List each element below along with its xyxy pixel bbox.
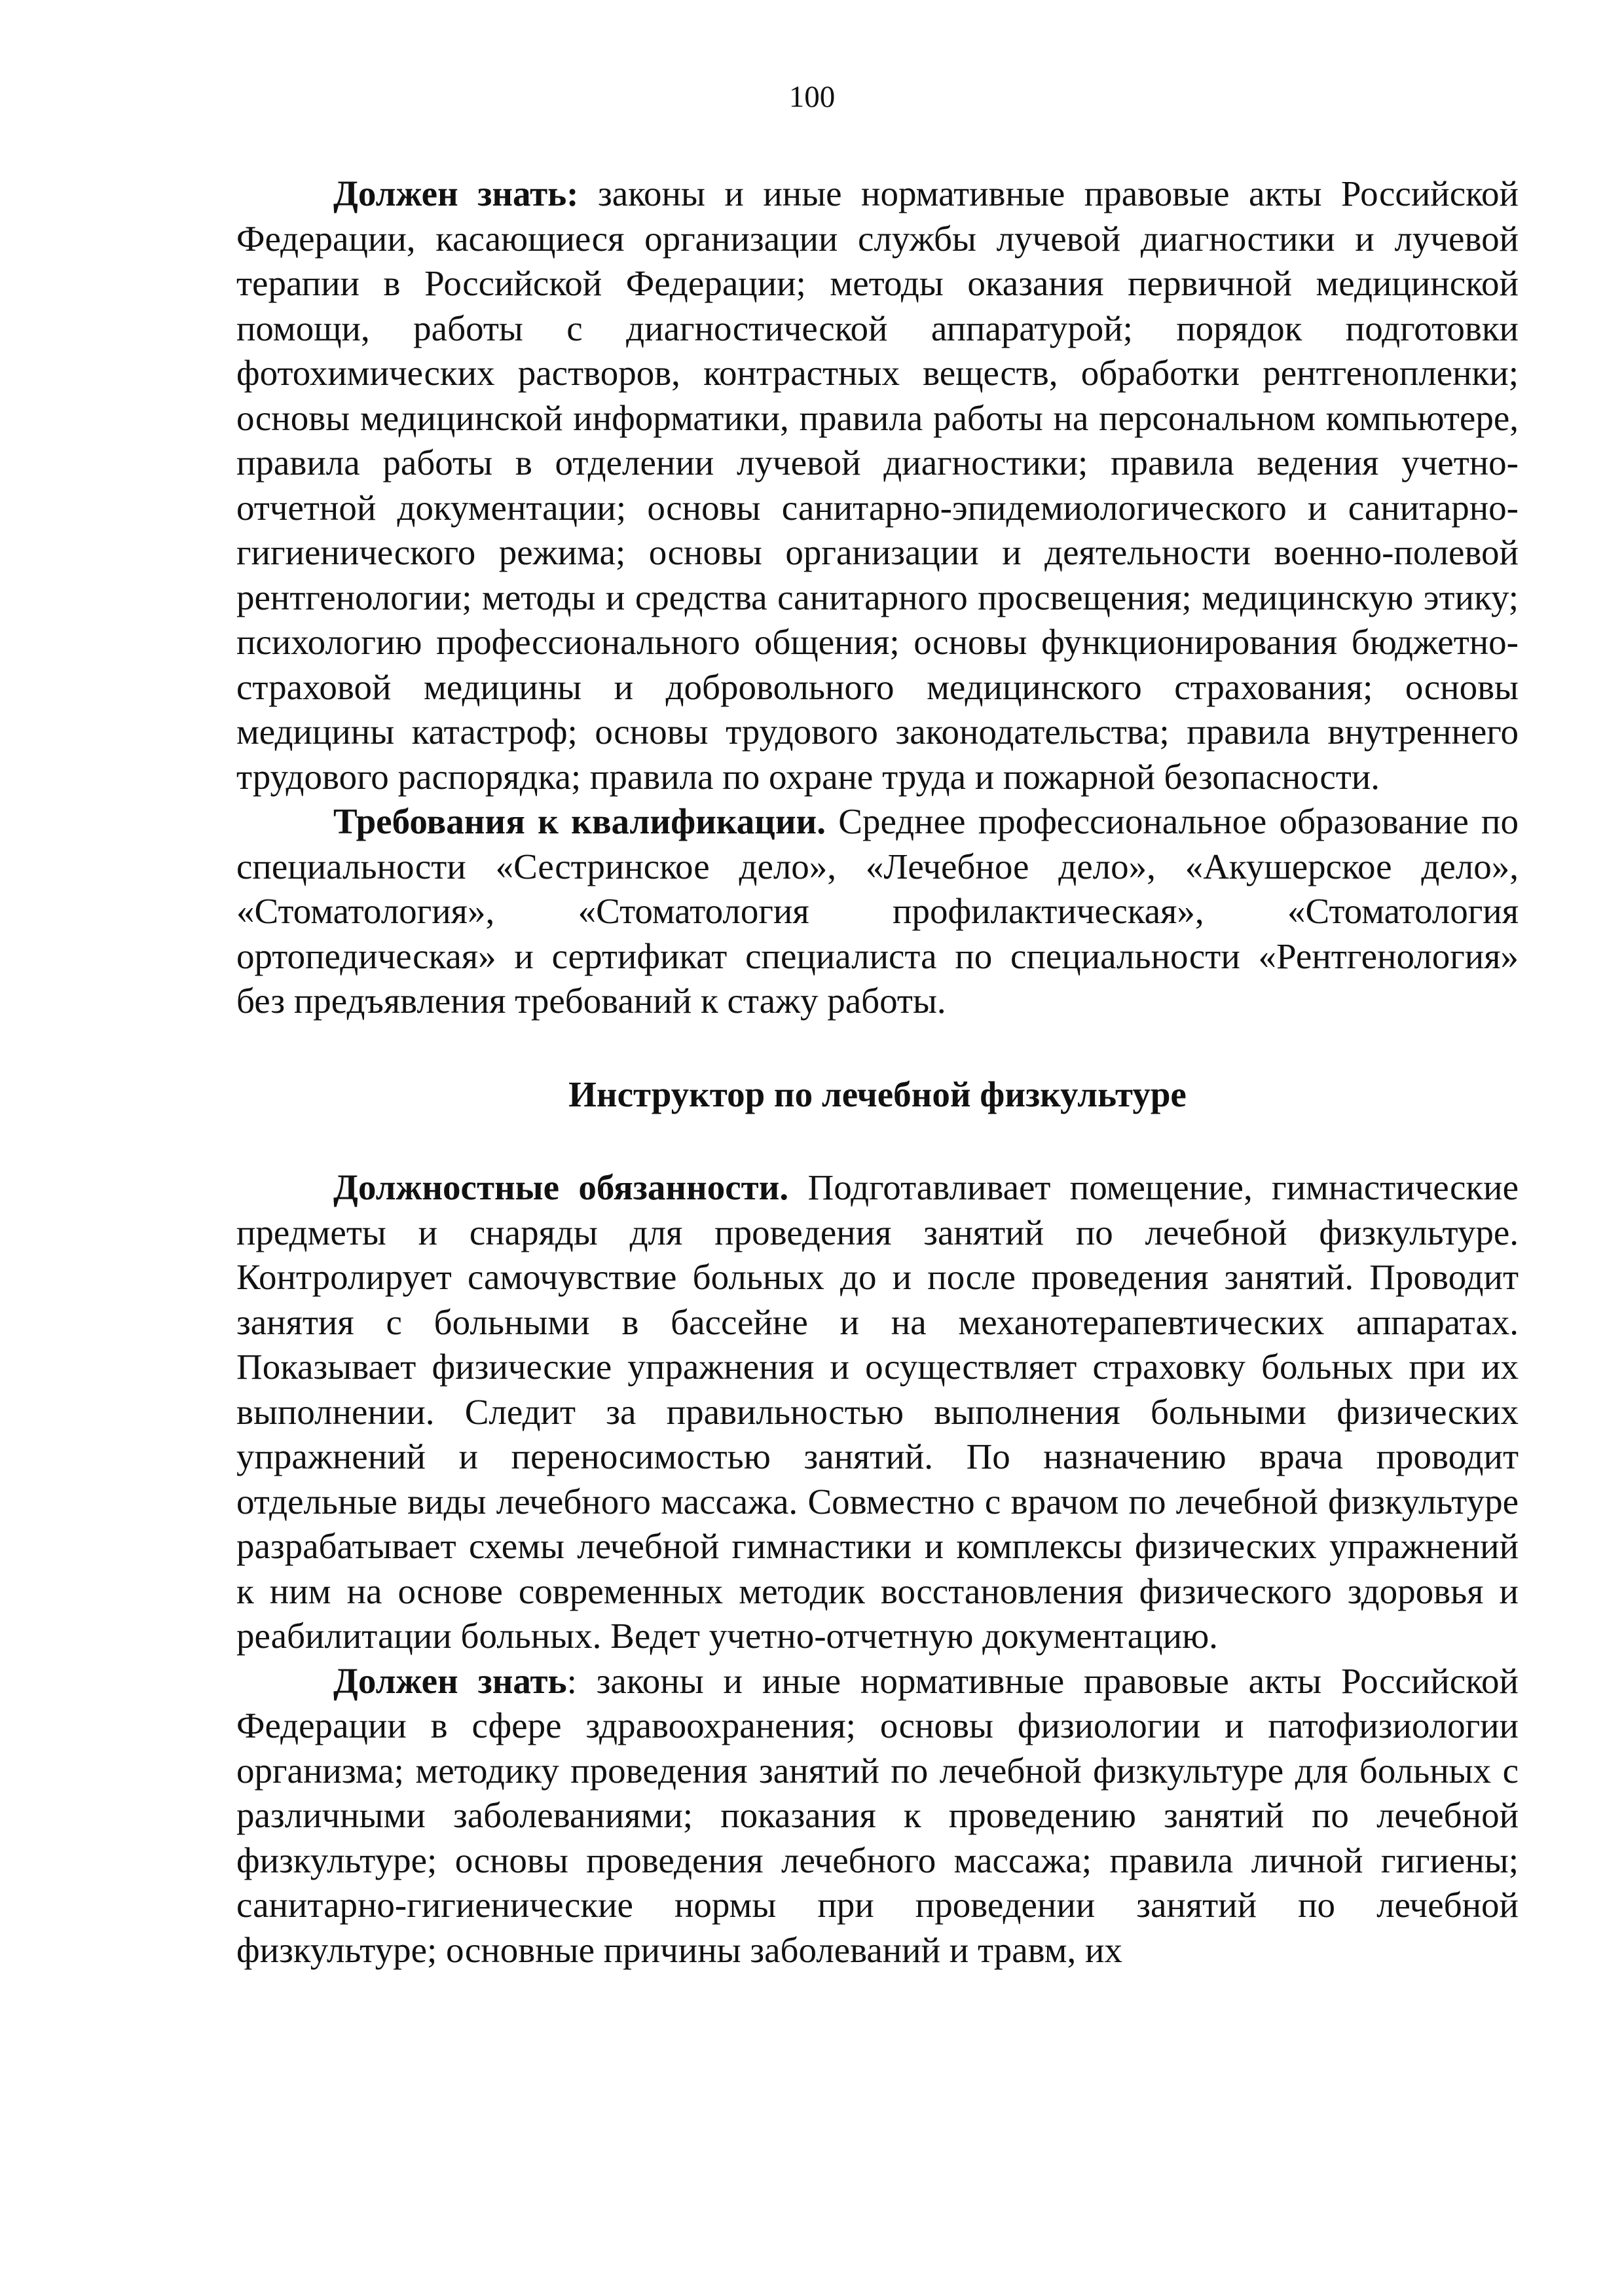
paragraph-text: Подготавливает помещение, гимнастические предметы и снаряды для проведения занятий по лечебной физкультуре. Контролирует самочувствие больных до и после проведения занятий. Проводит занятия с больными в бассейне и на механотерапевтических аппаратах. Показывает физические упражнения и осуществляет страховку больных при их выполнении. Следит за правильностью выполнения больными физических упражнений и переносимостью занятий. По назначению врача проводит отдельные виды лечебного массажа. Совместно с врачом по лечебной физкультуре разрабатывает схемы лечебной гимнастики и комплексы физических упражнений к ним на основе современных методик восстановления физического здоровья и реабилитации больных. Ведет учетно-отчетную документацию. (236, 1167, 1519, 1656)
paragraph-lead: Должен знать (333, 1660, 567, 1701)
paragraph-lead: Требования к квалификации. (333, 801, 826, 841)
paragraph-text: : законы и иные нормативные правовые акты Российской Федерации в сфере здравоохранения; основы физиологии и патофизиологии организма; методику проведения занятий по лечебной физкультуре для больных с различными заболеваниями; показания к проведению занятий по лечебной физкультуре; основы проведения лечебного массажа; правила личной гигиены; санитарно-гигиенические нормы при проведении занятий по лечебной физкультуре; основные причины заболеваний и травм, их (236, 1660, 1519, 1970)
paragraph-text: Среднее профессиональное образование по специальности «Сестринское дело», «Лечебное дело», «Акушерское дело», «Стоматология», «Стоматология профилактическая», «Стоматология ортопедическая» и сертификат специалиста по специальности «Рентгенология» без предъявления требований к стажу работы. (236, 801, 1519, 1021)
section-heading: Инструктор по лечебной физкультуре (568, 1074, 1187, 1114)
paragraph-must-know-physiotherapy (236, 1659, 1519, 1973)
paragraph-text: законы и иные нормативные правовые акты Российской Федерации, касающиеся организации службы лучевой диагностики и лучевой терапии в Российской Федерации; методы оказания первичной медицинской помощи, работы с диагностической аппаратурой; порядок подготовки фотохимических растворов, контрастных веществ, обработки рентгенопленки; основы медицинской информатики, правила работы на персональном компьютере, правила работы в отделении лучевой диагностики; правила ведения учетно-отчетной документации; основы санитарно-эпидемиологического и санитарно-гигиенического режима; основы организации и деятельности военно-полевой рентгенологии; методы и средства санитарного просвещения; медицинскую этику; психологию профессионального общения; основы функционирования бюджетно-страховой медицины и добровольного медицинского страхования; основы медицины катастроф; основы трудового законодательства; правила внутреннего трудового распорядка; правила по охране труда и пожарной безопасности. (236, 173, 1519, 797)
paragraph-job-duties (236, 1165, 1519, 1659)
paragraph-qualification-requirements (236, 799, 1519, 1024)
paragraph-must-know-radiology (236, 172, 1519, 799)
document-body (236, 172, 1519, 1973)
paragraph-lead: Должностные обязанности. (333, 1167, 789, 1207)
paragraph-lead: Должен знать: (333, 173, 579, 213)
page-number: 100 (788, 80, 836, 114)
